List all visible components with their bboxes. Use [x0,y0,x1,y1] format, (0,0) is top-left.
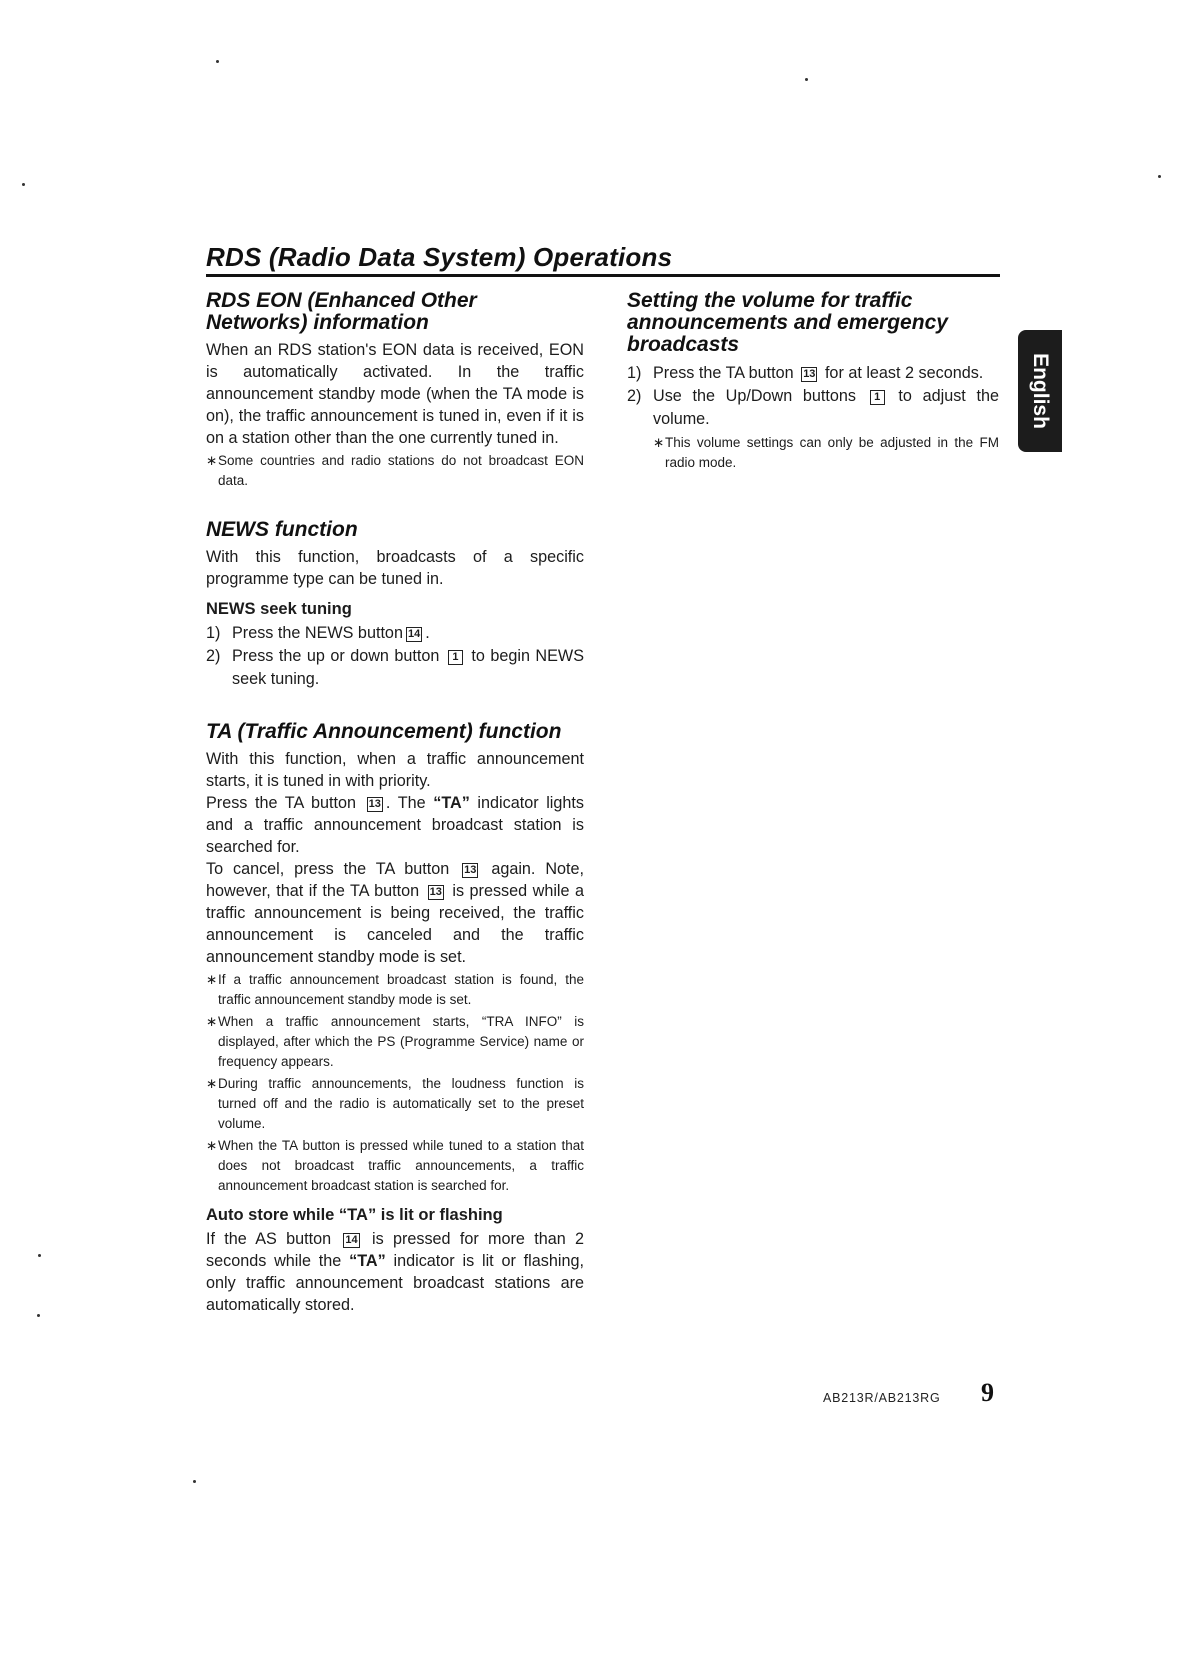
left-column [206,290,584,1316]
step-text-pre: Press the TA button [653,364,794,382]
button-number-badge: 1 [870,390,885,405]
scan-speck [22,183,25,186]
step-text [232,645,584,691]
model-code: AB213R/AB213RG [823,1391,941,1405]
autostore-body [206,1228,584,1316]
volume-steps [627,362,999,431]
ta-note-text: If a traffic announcement broadcast station is found, the traffic announcement standby mode is set. [218,972,584,1007]
news-steps [206,622,584,691]
scan-speck [805,78,808,81]
step-text [653,385,999,431]
scan-speck [1158,175,1161,178]
asterisk-icon: ∗ [206,453,218,468]
title-rule [206,274,1000,277]
ta-p2-mid: . The [385,794,434,812]
scan-speck [38,1254,41,1257]
page-title: RDS (Radio Data System) Operations [206,242,673,272]
button-number-badge: 13 [464,864,477,876]
eon-section [206,290,584,491]
volume-note-text: This volume settings can only be adjusted in the FM radio mode. [665,435,999,470]
language-tab-label: English [1029,353,1052,429]
step-text-post: to adjust the volume. [653,387,999,428]
news-step [206,622,584,645]
autostore-pre: If the AS button [206,1230,332,1248]
ta-p3-mid: again. Note, however, that if the TA button [206,860,585,900]
step-text [653,362,999,385]
news-body: With this function, broadcasts of a specific programme type can be tuned in. [206,548,584,588]
asterisk-icon: ∗ [206,1014,218,1029]
volume-step [627,362,999,385]
step-text [232,622,584,645]
ta-note [206,1074,584,1134]
ta-p2-pre: Press the TA button [206,794,357,812]
volume-heading: Setting the volume for traffic announcements and emergency broadcasts [627,289,948,356]
step-text-post: . [425,624,430,642]
ta-note [206,1136,584,1196]
news-section [206,519,584,691]
step-text-pre: Press the up or down button [232,647,440,665]
volume-step [627,385,999,431]
step-number: 2) [206,647,221,665]
ta-note [206,970,584,1010]
ta-p2-post: indicator lights and a traffic announcement broadcast station is searched for. [206,794,584,856]
step-text-post: for at least 2 seconds. [824,364,984,382]
volume-section [627,290,999,473]
step-number: 2) [627,387,642,405]
button-number-badge: 14 [345,1234,358,1246]
volume-note [653,433,999,473]
step-text-pre: Press the NEWS button [232,624,403,642]
autostore-mid: is pressed for more than 2 seconds while the [206,1230,585,1270]
asterisk-icon: ∗ [653,435,665,450]
button-number-badge: 1 [448,650,463,665]
eon-heading: RDS EON (Enhanced Other Networks) information [206,289,477,334]
eon-body: When an RDS station's EON data is received, EON is automatically activated. In the traffic announcement standby mode (when the TA mode is on), the traffic announcement is tuned in, even if it is on a station other than the one currently tuned in. [206,341,584,447]
scan-speck [193,1480,196,1483]
step-number: 1) [627,364,642,382]
right-column [627,290,999,473]
button-number-badge: 13 [429,886,442,898]
ta-indicator-text: “TA” [349,1252,386,1270]
ta-heading: TA (Traffic Announcement) function [206,720,562,743]
autostore-subheading: Auto store while “TA” is lit or flashing [206,1206,503,1224]
ta-paragraph-3 [206,858,584,968]
autostore-post: indicator is lit or flashing, only traffic announcement broadcast stations are automatically stored. [206,1252,584,1314]
page-number: 9 [981,1378,994,1407]
ta-note-text: When a traffic announcement starts, “TRA INFO” is displayed, after which the PS (Programme Service) name or frequency appears. [218,1014,584,1069]
ta-indicator-text: “TA” [433,794,470,812]
button-number-badge: 13 [368,798,381,810]
step-number: 1) [206,624,221,642]
ta-p3-pre: To cancel, press the TA button [206,860,450,878]
ta-note-text: During traffic announcements, the loudness function is turned off and the radio is automatically set to the preset volume. [218,1076,584,1131]
ta-paragraph-2 [206,792,584,858]
eon-note-text: Some countries and radio stations do not broadcast EON data. [218,453,584,488]
eon-note [206,451,584,491]
scan-speck [37,1314,40,1317]
news-seek-subheading: NEWS seek tuning [206,600,352,618]
ta-note [206,1012,584,1072]
ta-section [206,721,584,1316]
ta-paragraph-1: With this function, when a traffic announcement starts, it is tuned in with priority. [206,750,584,790]
news-step [206,645,584,691]
ta-note-text: When the TA button is pressed while tuned to a station that does not broadcast traffic announcements, a traffic announcement broadcast station is searched for. [218,1138,584,1193]
step-text-post: to begin NEWS seek tuning. [232,647,584,688]
language-tab [1018,330,1062,452]
ta-p3-post: is pressed while a traffic announcement is being received, the traffic announcement is canceled and the traffic announcement standby mode is set. [206,882,585,966]
button-number-badge: 13 [803,368,816,380]
news-heading: NEWS function [206,518,358,541]
asterisk-icon: ∗ [206,972,218,987]
step-text-pre: Use the Up/Down buttons [653,387,857,405]
asterisk-icon: ∗ [206,1138,218,1153]
scan-speck [216,60,219,63]
button-number-badge: 14 [407,628,421,640]
asterisk-icon: ∗ [206,1076,218,1091]
